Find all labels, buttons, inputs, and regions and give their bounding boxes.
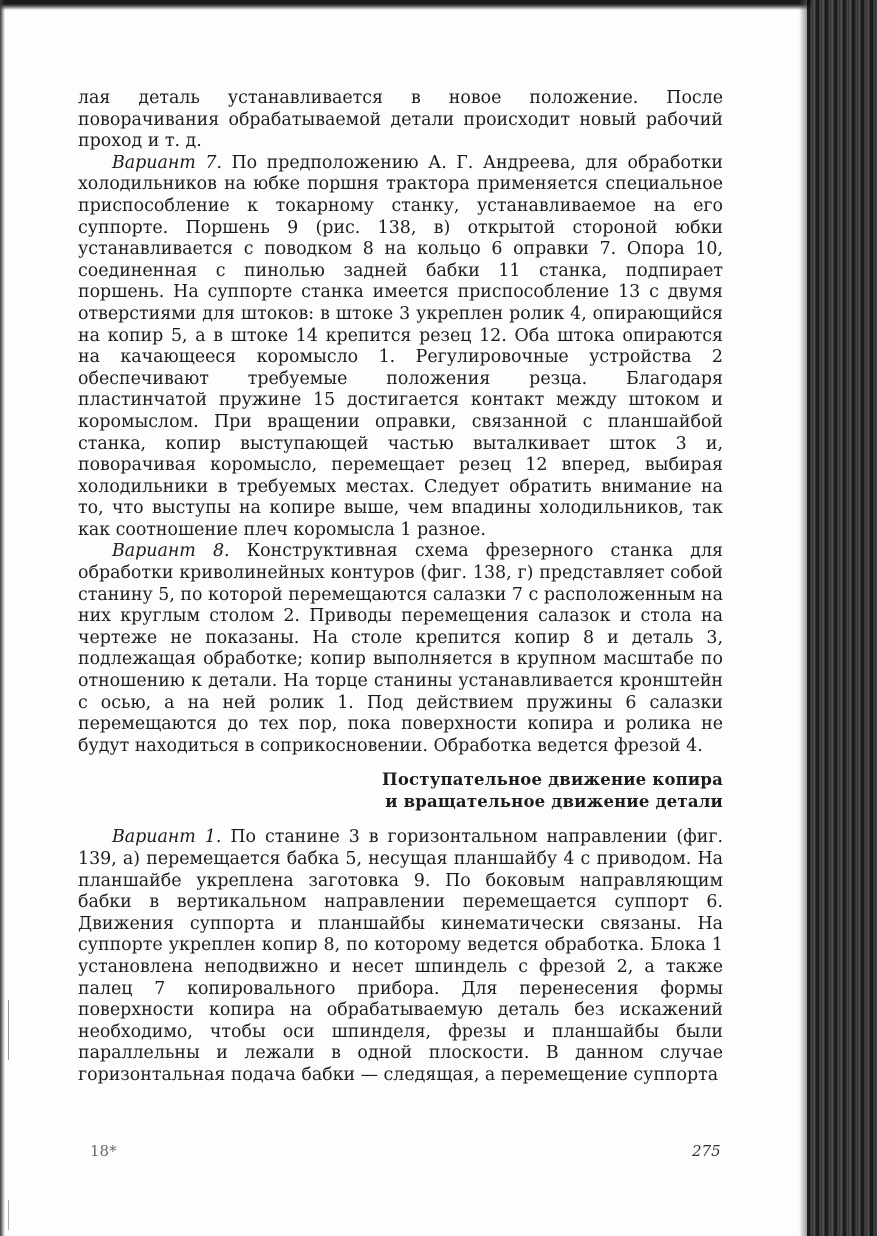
- signature-mark: 18*: [90, 1142, 117, 1160]
- margin-mark-lower: [8, 1200, 9, 1230]
- scan-right-edge: [807, 0, 877, 1236]
- variant-1-label: Вариант 1.: [112, 827, 222, 848]
- variant-8-text: Конструктивная схема фрезерного станка для обработки криволинейных контуров (фиг. 138, г) представляет собой станину 5, по которой перемещаются салазки 7 с расположенным на них круглым столом 2. Приводы перемещения салазок и стола на чертеже не показаны. На столе крепится копир 8 и деталь 3, подлежащая обработке; копир выполняется в крупном масштабе по отношению к детали. На торце станины устанавливается кронштейн с осью, а на ней ролик 1. Под действием пружины 6 салазки перемещаются до тех пор, пока поверхности копира и ролика не будут находиться в соприкосновении. Обработка ведется фрезой 4.: [78, 541, 723, 756]
- scan-right-shadow: [799, 0, 807, 1236]
- paragraph-variant-1: [78, 827, 723, 1086]
- page-number: 275: [692, 1142, 721, 1160]
- variant-1-text: По станине 3 в горизонтальном направлении (фиг. 139, а) перемещается бабка 5, несущая планшайбу 4 с приводом. На планшайбе укреплена заготовка 9. По боковым направляющим бабки в вертикальном направлении перемещается суппорт 6. Движения суппорта и планшайбы кинематически связаны. На суппорте укреплен копир 8, по которому ведется обработка. Блока 1 установлена неподвижно и несет шпиндель с фрезой 2, а также палец 7 копировального прибора. Для перенесения формы поверхности копира на обрабатываемую деталь без искажений необходимо, чтобы оси шпинделя, фрезы и планшайбы были параллельны и лежали в одной плоскости. В данном случае горизонтальная подача бабки — следящая, а перемещение суппорта: [78, 827, 723, 1085]
- paragraph-continuation: лая деталь устанавливается в новое положение. После поворачивания обрабатываемой детали происходит новый рабочий проход и т. д.: [78, 88, 723, 152]
- section-heading-line-2: и вращательное движение детали: [385, 792, 723, 812]
- margin-mark: [8, 1000, 9, 1060]
- scan-top-edge: [0, 0, 812, 10]
- section-heading: [78, 769, 723, 813]
- variant-8-label: Вариант 8.: [112, 541, 230, 562]
- paragraph-variant-8: [78, 541, 723, 757]
- scan-left-edge: [0, 0, 5, 1236]
- variant-7-label: Вариант 7.: [112, 152, 222, 173]
- variant-7-text: По предположению А. Г. Андреева, для обработки холодильников на юбке поршня трактора применяется специальное приспособление к токарному станку, устанавливаемое на его суппорте. Поршень 9 (рис. 138, в) открытой стороной юбки устанавливается с поводком 8 на кольцо 6 оправки 7. Опора 10, соединенная с пинолью задней бабки 11 станка, подпирает поршень. На суппорте станка имеется приспособление 13 с двумя отверстиями для штоков: в штоке 3 укреплен ролик 4, опирающийся на копир 5, а в штоке 14 крепится резец 12. Оба штока опираются на качающееся коромысло 1. Регулировочные устройства 2 обеспечивают требуемые положения резца. Благодаря пластинчатой пружине 15 достигается контакт между штоком и коромыслом. При вращении оправки, связанной с планшайбой станка, копир выступающей частью выталкивает шток 3 и, поворачивая коромысло, перемещает резец 12 вперед, выбирая холодильники в требуемых местах. Следует обратить внимание на то, что выступы на копире выше, чем впадины холодильников, так как соотношение плеч коромысла 1 разное.: [78, 152, 723, 540]
- section-heading-line-1: Поступательное движение копира: [382, 770, 723, 790]
- body-text: [78, 88, 723, 1087]
- paragraph-variant-7: [78, 153, 723, 542]
